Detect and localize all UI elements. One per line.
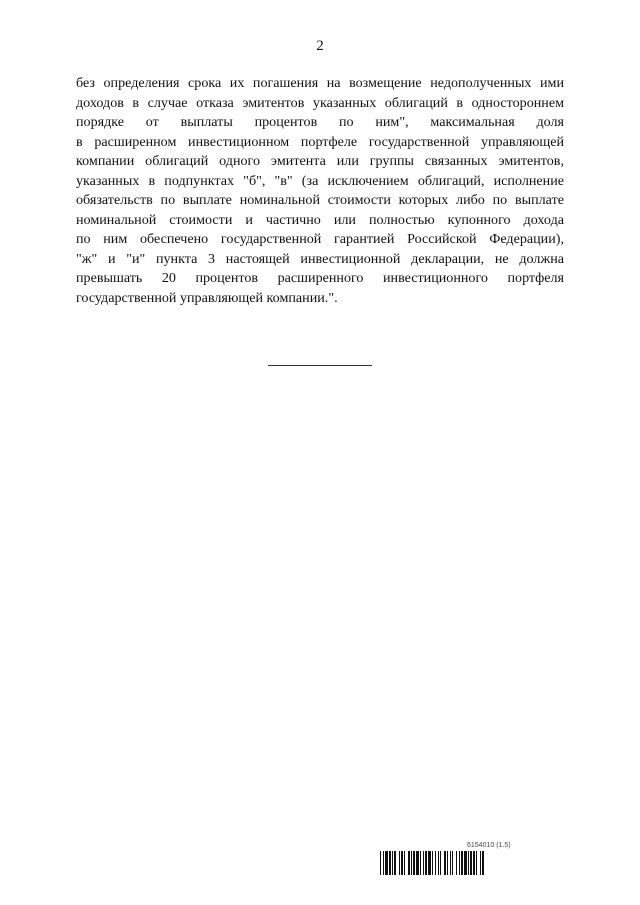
separator-line bbox=[268, 365, 372, 366]
barcode-bar bbox=[484, 851, 485, 875]
barcode bbox=[380, 851, 564, 875]
text-line: "ж" и "и" пункта 3 настоящей инвестиционной декларации, не должна bbox=[76, 250, 564, 267]
text-line: номинальной стоимости и частично или полностью купонного дохода bbox=[76, 211, 564, 228]
text-line: обязательств по выплате номинальной стоимости которых либо по выплате bbox=[76, 192, 564, 208]
text-line: в расширенном инвестиционном портфеле государственной управляющей bbox=[76, 133, 564, 150]
body-text bbox=[76, 74, 564, 308]
text-line: без определения срока их погашения на возмещение недополученных ими bbox=[76, 75, 564, 91]
text-line: компании облигаций одного эмитента или группы связанных эмитентов, bbox=[76, 153, 564, 169]
text-line: указанных в подпунктах "б", "в" (за исключением облигаций, исполнение bbox=[76, 172, 564, 189]
document-code: 6154010 (1.5) bbox=[467, 842, 511, 849]
text-line: превышать 20 процентов расширенного инвестиционного портфеля bbox=[76, 270, 564, 286]
text-line: порядке от выплаты процентов по ним", максимальная доля bbox=[76, 114, 564, 130]
text-line: по ним обеспечено государственной гарантией Российской Федерации), bbox=[76, 231, 564, 247]
text-line: государственной управляющей компании.". bbox=[76, 289, 338, 306]
text-line: доходов в случае отказа эмитентов указанных облигаций в одностороннем bbox=[76, 94, 564, 111]
page-number: 2 bbox=[316, 38, 324, 54]
